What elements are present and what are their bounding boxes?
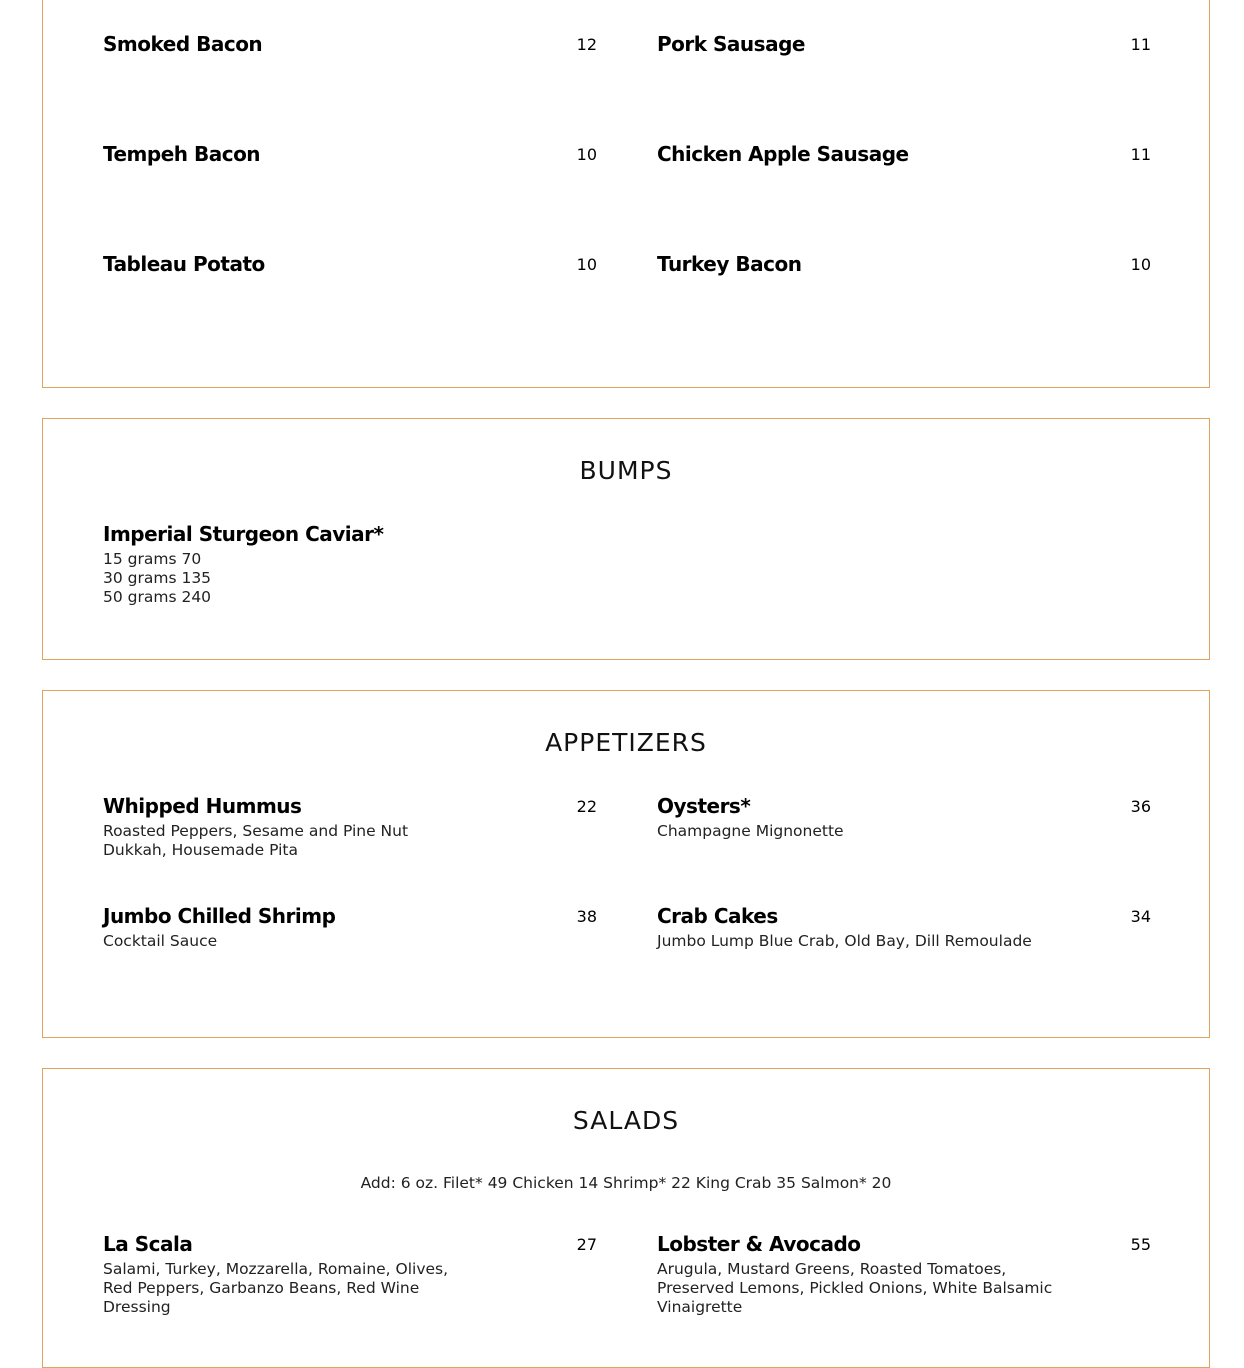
item-description: Jumbo Lump Blue Crab, Old Bay, Dill Remoulade (657, 932, 1032, 950)
menu-item (103, 903, 597, 951)
menu-item (103, 31, 597, 57)
menu-item (103, 251, 597, 277)
caviar-option: 50 grams 240 (103, 588, 212, 606)
item-price: 10 (1130, 255, 1151, 274)
item-name: Whipped Hummus (103, 794, 302, 818)
item-name: Smoked Bacon (103, 32, 263, 56)
item-name: Imperial Sturgeon Caviar* (103, 522, 384, 546)
salad-add-ons: Add: 6 oz. Filet* 49 Chicken 14 Shrimp* 22 King Crab 35 Salmon* 20 (360, 1174, 892, 1192)
item-description: Roasted Peppers, Sesame and Pine Nut Dukkah, Housemade Pita (103, 822, 409, 859)
item-price: 10 (576, 145, 597, 164)
menu-item (657, 903, 1151, 951)
menu-item (103, 141, 597, 167)
item-price: 12 (576, 35, 597, 54)
appetizers-panel (42, 690, 1210, 1038)
caviar-options (103, 550, 597, 607)
item-price: 38 (576, 907, 597, 926)
item-name: Chicken Apple Sausage (657, 142, 909, 166)
item-name: Pork Sausage (657, 32, 805, 56)
menu-item (657, 31, 1151, 57)
item-price: 27 (576, 1235, 597, 1254)
item-name: Jumbo Chilled Shrimp (103, 904, 336, 928)
item-name: Tempeh Bacon (103, 142, 261, 166)
caviar-option: 30 grams 135 (103, 569, 212, 587)
item-description: Cocktail Sauce (103, 932, 218, 950)
item-name: Lobster & Avocado (657, 1232, 861, 1256)
item-name: Turkey Bacon (657, 252, 802, 276)
menu-item-caviar (103, 521, 597, 607)
item-name: Tableau Potato (103, 252, 265, 276)
item-name: Crab Cakes (657, 904, 778, 928)
item-description: Champagne Mignonette (657, 822, 844, 840)
item-price: 11 (1130, 145, 1151, 164)
menu-item (657, 793, 1151, 841)
menu-item (103, 793, 597, 860)
salads-panel (42, 1068, 1210, 1368)
sides-panel (42, 0, 1210, 388)
section-title: BUMPS (579, 456, 673, 485)
item-name: Oysters* (657, 794, 751, 818)
menu-item (103, 1231, 597, 1317)
menu-item (657, 141, 1151, 167)
item-price: 10 (576, 255, 597, 274)
item-description: Salami, Turkey, Mozzarella, Romaine, Olives, Red Peppers, Garbanzo Beans, Red Wine Dressing (103, 1260, 449, 1316)
section-title: APPETIZERS (545, 728, 707, 757)
section-title: SALADS (572, 1106, 680, 1135)
item-price: 36 (1130, 797, 1151, 816)
item-price: 11 (1130, 35, 1151, 54)
item-description: Arugula, Mustard Greens, Roasted Tomatoes, Preserved Lemons, Pickled Onions, White Balsamic Vinaigrette (657, 1260, 1053, 1316)
item-price: 55 (1130, 1235, 1151, 1254)
bumps-panel (42, 418, 1210, 660)
item-name: La Scala (103, 1232, 193, 1256)
caviar-option: 15 grams 70 (103, 550, 202, 568)
menu-item (657, 1231, 1151, 1317)
item-price: 22 (576, 797, 597, 816)
item-price: 34 (1130, 907, 1151, 926)
menu-item (657, 251, 1151, 277)
